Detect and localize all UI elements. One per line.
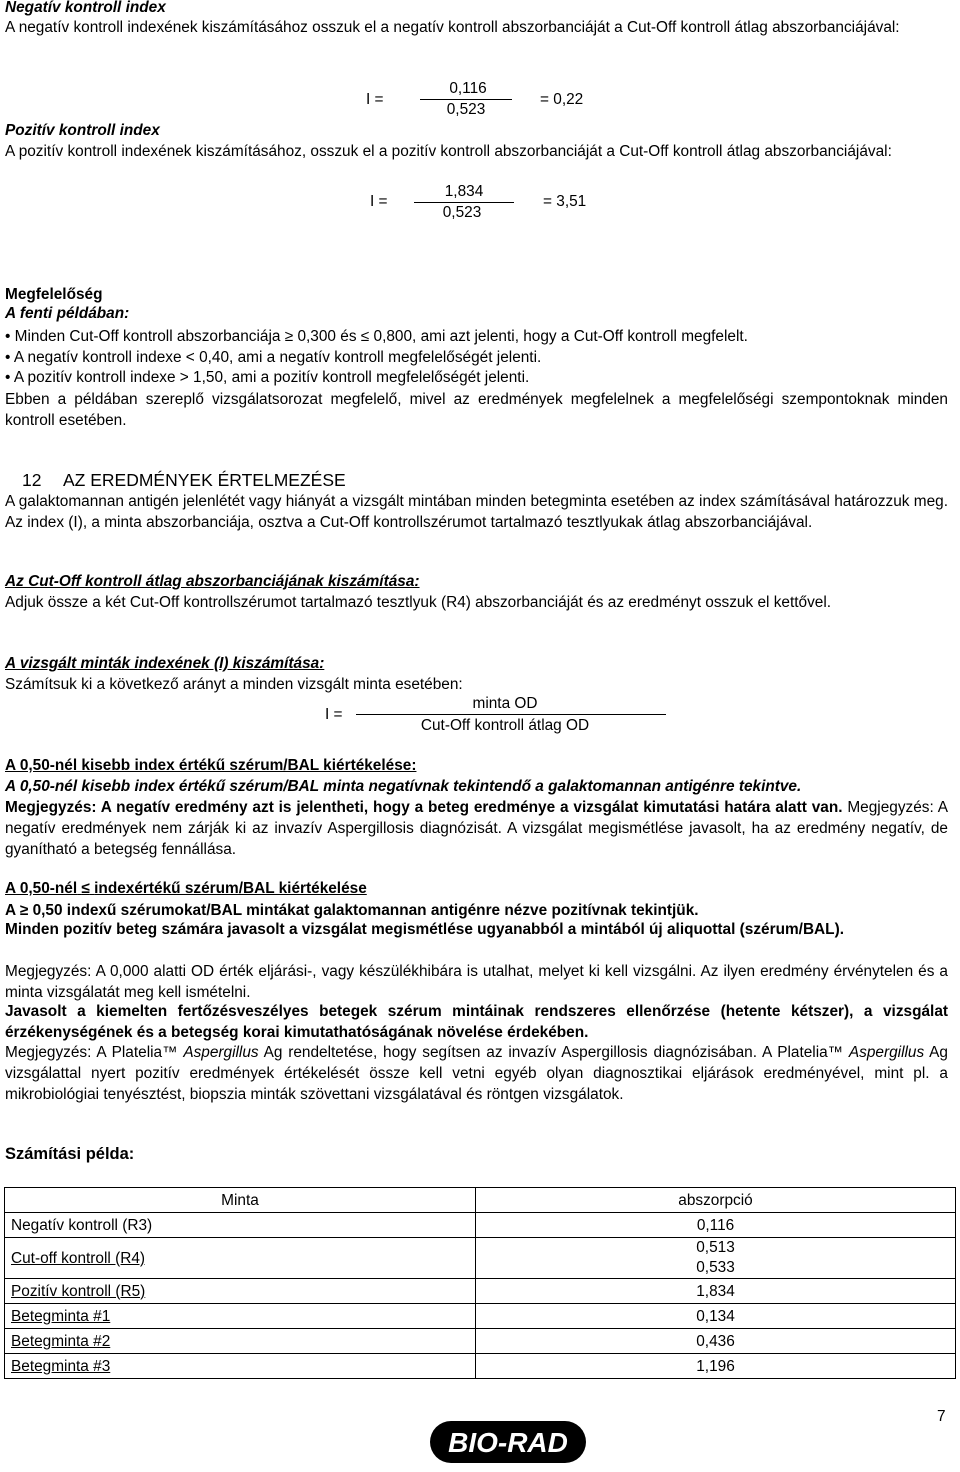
below-note-bold: Megjegyzés: A negatív eredmény azt is jelentheti, hogy a beteg eredménye a vizsgálat kimutatási határa alatt van. (5, 799, 843, 816)
below-note-plain: Megjegyzés: A negatív eredmények nem zárják ki az invazív Aspergillosis diagnózisát. A vizsgálat megismétlése javasolt, ha az eredmény negatív, de gyanítható a betegség fennállása. (5, 799, 949, 858)
neg-eq-result: = 0,22 (540, 91, 584, 108)
neg-eq-num: 0,116 (449, 80, 487, 97)
above-heading-pre: A 0,50-nél (5, 880, 78, 897)
cutoff-calc-heading: Az Cut-Off kontroll átlag abszorbanciájának kiszámítása: (5, 573, 420, 590)
neg-eq-lhs: I = (366, 91, 384, 108)
index-calc-heading: A vizsgált minták indexének (I) kiszámítása: (5, 655, 325, 672)
neg-index-text: A negatív kontroll indexének kiszámításához osszuk el a negatív kontroll abszorbanciáját a Cut-Off kontroll átlag abszorbanciájával: (5, 19, 900, 36)
sample-value: 0,436 (476, 1329, 956, 1354)
logo-text: BIO-RAD (448, 1427, 568, 1458)
above-line2: Minden pozitív beteg számára javasolt a vizsgálat megismétlése ugyanabból a mintából új aliquottal (szérum/BAL). (5, 921, 844, 938)
sample-name: Negatív kontroll (R3) (5, 1213, 476, 1238)
col-abs-header: abszorpció (476, 1188, 956, 1213)
sample-name: Pozitív kontroll (R5) (5, 1279, 476, 1304)
bullet-icon: • (5, 328, 15, 345)
sample-name: Betegminta #3 (5, 1354, 476, 1379)
geq-icon: ≥ (19, 902, 29, 919)
below-heading: A 0,50-nél kisebb index értékű szérum/BAL kiértékelése: (5, 757, 417, 774)
above-line1 (5, 900, 948, 921)
above-bold2: Javasolt a kiemelten fertőzésveszélyes betegek szérum mintáinak rendszeres ellenőrzése (hetente kétszer), a vizsgálat érzékenységének és a betegség korai kimutathatóságának növelése érdekében. (5, 1003, 948, 1041)
sample-name: Betegminta #2 (5, 1329, 476, 1354)
table-row (5, 1304, 956, 1329)
section-title: AZ EREDMÉNYEK ÉRTELMEZÉSE (63, 470, 346, 490)
table-row (5, 1354, 956, 1379)
above-line1-post: 0,50 indexű szérumokat/BAL mintákat galaktomannan antigénre nézve pozitívnak tekintjük. (32, 902, 699, 919)
section-number: 12 (22, 470, 42, 490)
note2-d: Aspergillus (848, 1044, 925, 1061)
pos-eq-den: 0,523 (442, 204, 482, 221)
bullet1-v1: 0,300 és (297, 328, 357, 345)
sample-value: 1,834 (476, 1279, 956, 1304)
sample-name: Cut-off kontroll (R4) (5, 1238, 476, 1279)
sample-value: 0,116 (476, 1213, 956, 1238)
validity-subheading: A fenti példában: (5, 305, 130, 322)
table-row (5, 1213, 956, 1238)
example-table (4, 1187, 956, 1379)
table-row (5, 1238, 956, 1279)
pos-index-heading: Pozitív kontroll index (5, 122, 160, 139)
pos-eq-num: 1,834 (444, 183, 484, 200)
validity-bullet-pos (5, 367, 948, 388)
sample-value-2: 0,533 (696, 1259, 735, 1276)
leq-icon: ≤ (360, 328, 370, 345)
section-intro: A galaktomannan antigén jelenlétét vagy hiányát a vizsgált mintában minden betegminta esetében az index számításával határozzuk meg. Az index (I), a minta abszorbanciája, osztva a Cut-Off kontrollszérumot tartalmazó tesztlyukak átlag abszorbanciájával. (5, 493, 948, 531)
pos-eq-lhs: I = (370, 193, 388, 210)
above-note2 (5, 1042, 948, 1105)
index-calc-text: Számítsuk ki a következő arányt a minden vizsgált minta esetében: (5, 676, 463, 693)
leq-icon: ≤ (81, 880, 90, 897)
index-eq-lhs: I = (325, 706, 343, 723)
sample-value: 0,134 (476, 1304, 956, 1329)
index-fraction-bar (356, 714, 666, 715)
validity-heading: Megfelelőség (5, 286, 103, 303)
above-heading-post: indexértékű szérum/BAL kiértékelése (94, 880, 367, 897)
note2-b: Aspergillus (183, 1044, 259, 1061)
table-row (5, 1329, 956, 1354)
sample-name: Betegminta #1 (5, 1304, 476, 1329)
index-eq-num: minta OD (472, 695, 538, 712)
above-line1-pre: A (5, 902, 16, 919)
bullet-icon: • (5, 369, 14, 386)
bio-rad-logo (428, 1418, 588, 1466)
validity-bullet-neg (5, 347, 948, 368)
neg-index-heading: Negatív kontroll index (5, 0, 166, 16)
neg-eq-den: 0,523 (446, 101, 486, 118)
bullet1-pre: Minden Cut-Off kontroll abszorbanciája (14, 328, 281, 345)
bullet2-text: A negatív kontroll indexe < 0,40, ami a negatív kontroll megfelelőségét jelenti. (13, 349, 542, 366)
bullet1-v2: 0,800, ami azt jelenti, hogy a Cut-Off kontroll megfelelt. (373, 328, 748, 345)
pos-index-text: A pozitív kontroll indexének kiszámításához, osszuk el a pozitív kontroll abszorbanciáját a Cut-Off kontroll átlag abszorbanciájával: (5, 143, 892, 160)
note2-c: Ag rendeltetése, hogy segítsen az invazív Aspergillosis diagnózisában. A Platelia™ (263, 1044, 844, 1061)
above-note1: Megjegyzés: A 0,000 alatti OD érték eljárási-, vagy készülékhibára is utalhat, melyet ki kell vizsgálni. Az ilyen eredmény érvénytelen és a minta vizsgálatát meg kell ismételni. (5, 963, 948, 1001)
sample-value-pair (476, 1238, 956, 1279)
geq-icon: ≥ (284, 328, 294, 345)
sample-value: 0,513 (696, 1239, 735, 1256)
bullet3-text: A pozitív kontroll indexe > 1,50, ami a pozitív kontroll megfelelőségét jelenti. (13, 369, 530, 386)
page-number: 7 (937, 1408, 946, 1425)
above-heading (5, 878, 948, 899)
table-header-row (5, 1188, 956, 1213)
table-row (5, 1279, 956, 1304)
validity-bullet-cutoff (5, 326, 948, 347)
pos-eq-result: = 3,51 (543, 193, 587, 210)
below-notes (5, 797, 948, 860)
example-heading: Számítási példa: (5, 1145, 135, 1163)
validity-conclusion: Ebben a példában szereplő vizsgálatsorozat megfelelő, mivel az eredmények megfelelnek a megfelelőségi szempontoknak minden kontroll esetében. (5, 391, 948, 429)
col-sample-header: Minta (5, 1188, 476, 1213)
note2-e: Ag vizsgálattal nyert pozitív eredmények értékelését össze kell vetni egyéb olyan diagnosztikai eljárások eredményével, mint pl. a mikrobiológiai tenyésztést, biopszia minták szövettani vizsgálatával és röntgen vizsgálatok. (5, 1044, 948, 1103)
sample-value: 1,196 (476, 1354, 956, 1379)
below-bold-italic: A 0,50-nél kisebb index értékű szérum/BAL minta negatívnak tekintendő a galaktomannan antigénre tekintve. (5, 778, 802, 795)
bullet-icon: • (5, 349, 14, 366)
note2-a: Megjegyzés: A Platelia™ (5, 1044, 178, 1061)
index-eq-den: Cut-Off kontroll átlag OD (420, 717, 590, 734)
cutoff-calc-text: Adjuk össze a két Cut-Off kontrollszérumot tartalmazó tesztlyuk (R4) abszorbanciáját és az eredményt osszuk el kettővel. (5, 594, 832, 611)
